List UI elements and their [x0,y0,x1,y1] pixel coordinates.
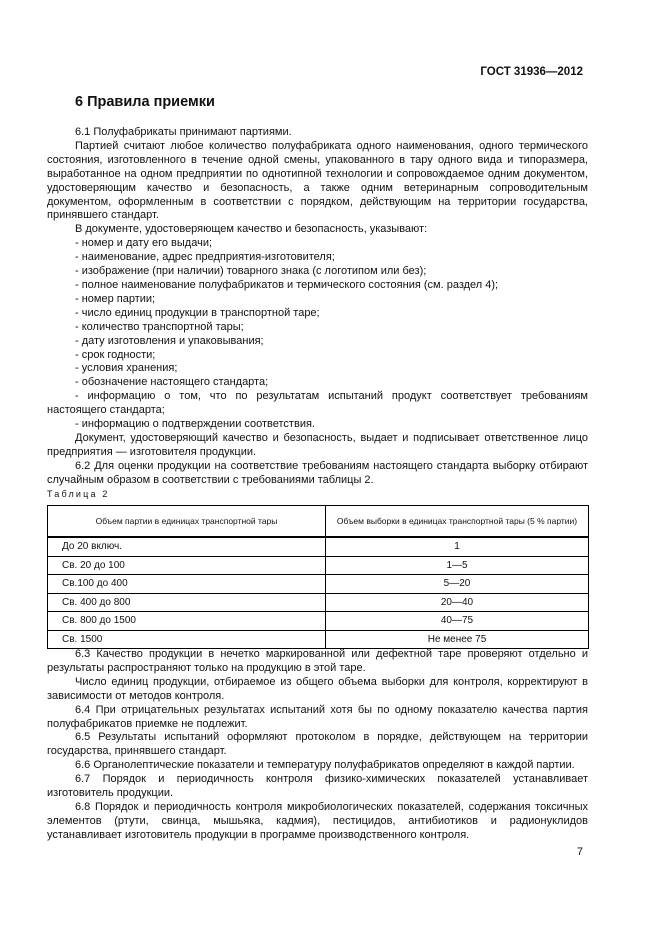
table-row [48,630,589,649]
table-row [48,556,589,575]
table-cell: 1—5 [326,556,589,575]
paragraph: 6.2 Для оценки продукции на соответствие требованиям настоящего стандарта выборку отбирают случайным образом в соответствии с требованиями таблицы 2. [47,459,588,486]
paragraph: 6.3 Качество продукции в нечетко маркированной или дефектной таре проверяют отдельно и результаты распространяют только на продукцию в этой таре. [47,648,588,674]
table-row [48,612,589,631]
table-cell: Св. 400 до 800 [48,593,326,612]
table-cell: Св. 1500 [48,630,326,649]
paragraph: 6.6 Органолептические показатели и температуру полуфабрикатов определяют в каждой партии. [75,759,575,772]
paragraph: 6.7 Порядок и периодичность контроля физико-химических показателей устанавливает изготовитель продукции. [47,773,588,800]
paragraph: 6.1 Полуфабрикаты принимают партиями. [75,126,292,138]
table-cell: Св. 20 до 100 [48,556,326,575]
section-body-2 [47,648,588,843]
list-item: - число единиц продукции в транспортной таре; [75,306,320,319]
paragraph: Документ, удостоверяющий качество и безопасность, выдает и подписывает ответственное лицо предприятия — изготовителя продукции. [47,431,588,458]
list-item: - полное наименование полуфабрикатов и термического состояния (см. раздел 4); [75,278,499,291]
paragraph: 6.8 Порядок и периодичность контроля микробиологических показателей, содержания токсичных элементов (ртути, свинца, мышьяка, кадмия), пестицидов, антибиотиков и радионуклидов устанавливает изготовитель продукции в программе производственного контроля. [47,800,588,841]
paragraph: 6.5 Результаты испытаний оформляют протоколом в порядке, действующем на территории государства, принявшего стандарт. [47,731,588,758]
table-caption: Таблица 2 [47,489,110,499]
table-cell: Св. 800 до 1500 [48,612,326,631]
paragraph: Партией считают любое количество полуфабриката одного наименования, одного термического состояния, изготовленного в течение одной смены, упакованного в тару одного вида и типоразмера, выработанное на одном предприятии по однотипной технологии и сопровождаемое одним документом, удостоверяющим качество и безопасность, а также одним ветеринарным сопроводительным документом, оформленным в соответствии с порядком, действующим на территории государства, принявшего стандарт. [47,139,588,222]
list-item: - информацию о подтверждении соответствия. [75,418,315,431]
table-row [48,537,589,556]
table-cell: 5—20 [326,575,589,594]
table-cell: До 20 включ. [48,537,326,556]
list-item: - срок годности; [75,348,156,361]
paragraph: 6.4 При отрицательных результатах испытаний хотя бы по одному показателю качества партия полуфабрикатов приемке не подлежит. [47,703,588,730]
table-cell: Не менее 75 [326,630,589,649]
list-item: - информацию о том, что по результатам испытаний продукт соответствует требованиям настоящего стандарта; [47,390,588,417]
table-header-row [48,506,589,538]
column-header: Объем партии в единицах транспортной тары [48,506,326,538]
list-item: - дату изготовления и упаковывания; [75,334,264,347]
table-row [48,593,589,612]
page-number: 7 [576,846,583,858]
table-row [48,575,589,594]
paragraph: Число единиц продукции, отбираемое из общего объема выборки для контроля, корректируют в зависимости от методов контроля. [47,675,588,702]
sampling-table [47,505,589,649]
list-item: - количество транспортной тары; [75,320,244,333]
table-cell: Св.100 до 400 [48,575,326,594]
section-title: 6 Правила приемки [75,94,215,110]
list-item: - номер и дату его выдачи; [75,237,213,250]
column-header: Объем выборки в единицах транспортной тары (5 % партии) [326,506,589,538]
table-cell: 1 [326,537,589,556]
list-item: - изображение (при наличии) товарного знака (с логотипом или без); [75,265,427,278]
section-body-1 [47,126,588,488]
list-item: - условия хранения; [75,362,178,375]
table-cell: 20—40 [326,593,589,612]
list-item: - номер партии; [75,292,156,305]
paragraph: В документе, удостоверяющем качество и безопасность, указывают: [75,223,428,236]
list-item: - обозначение настоящего стандарта; [75,376,269,389]
table-cell: 40—75 [326,612,589,631]
document-header: ГОСТ 31936—2012 [480,66,583,78]
list-item: - наименование, адрес предприятия-изготовителя; [75,251,335,264]
